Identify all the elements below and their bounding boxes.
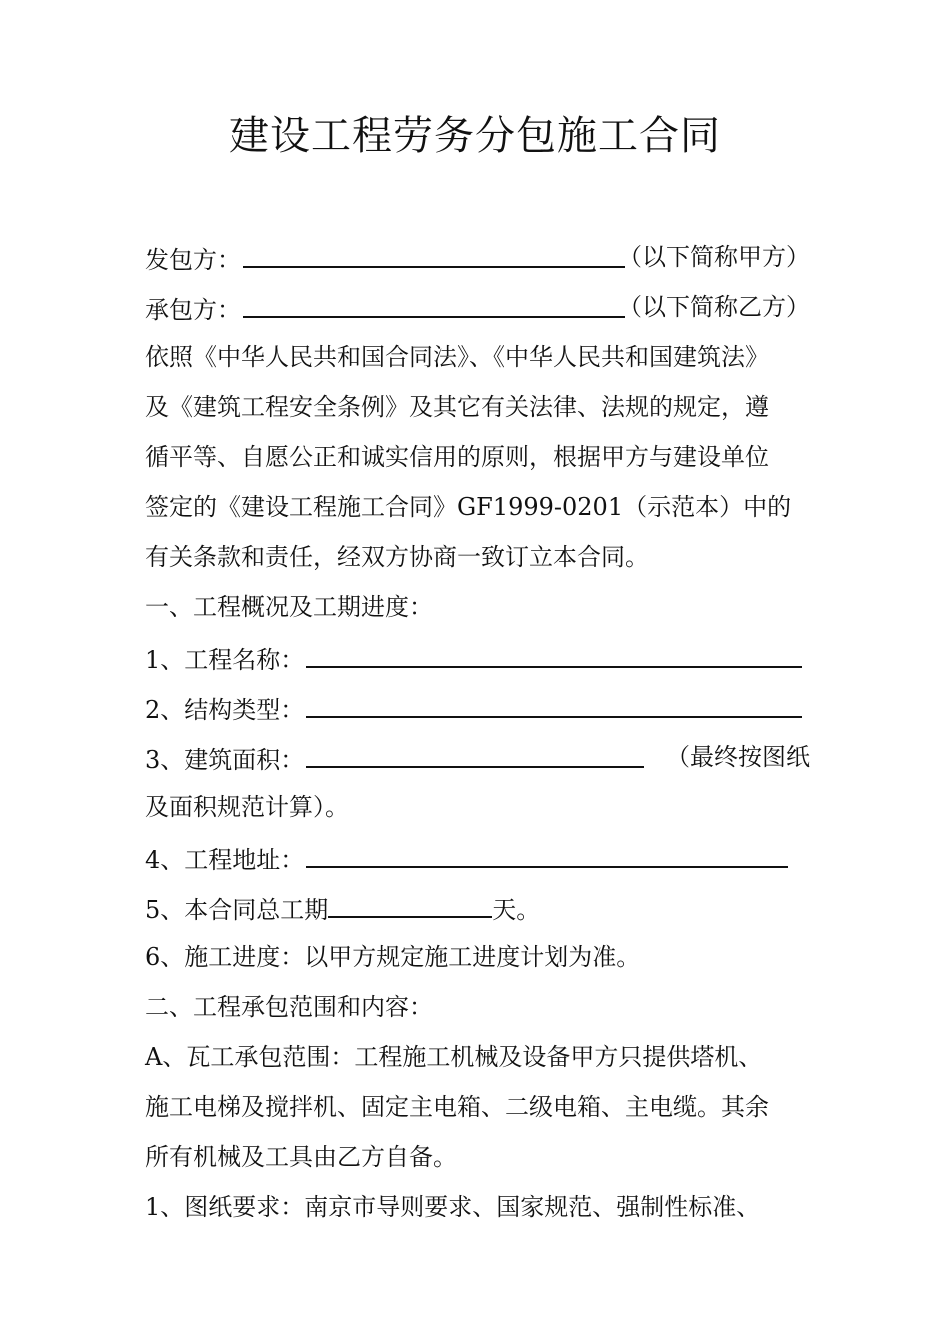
- preamble-line: 循平等、自愿公正和诚实信用的原则，根据甲方与建设单位: [145, 443, 769, 471]
- duration-line: [145, 890, 810, 927]
- drawing-requirements-line: 1、图纸要求：南京市导则要求、国家规范、强制性标准、: [145, 1193, 761, 1221]
- subcontractor-name-field[interactable]: [243, 290, 625, 318]
- contractor-note: （以下简称甲方）: [618, 243, 810, 271]
- subcontractor-line: [145, 290, 810, 327]
- building-area-line: [145, 740, 810, 777]
- building-area-note: （最终按图纸: [666, 743, 810, 771]
- project-address-field[interactable]: [306, 840, 788, 868]
- scope-a-line: 施工电梯及搅拌机、固定主电箱、二级电箱、主电缆。其余: [145, 1093, 769, 1121]
- subcontractor-note: （以下简称乙方）: [618, 293, 810, 321]
- contractor-label: 发包方：: [145, 246, 241, 274]
- scope-a-line: A、瓦工承包范围：工程施工机械及设备甲方只提供塔机、: [145, 1043, 763, 1071]
- scope-a-line: 所有机械及工具由乙方自备。: [145, 1143, 457, 1171]
- preamble-line: 及《建筑工程安全条例》及其它有关法律、法规的规定，遵: [145, 393, 769, 421]
- project-address-label: 4、工程地址：: [145, 846, 305, 874]
- duration-label: 5、本合同总工期: [145, 896, 329, 924]
- project-name-field[interactable]: [306, 640, 802, 668]
- duration-days-field[interactable]: [328, 890, 492, 918]
- section1-heading: 一、工程概况及工期进度：: [145, 593, 433, 621]
- section2-heading: 二、工程承包范围和内容：: [145, 993, 433, 1021]
- building-area-field[interactable]: [306, 740, 644, 768]
- preamble-line: 签定的《建设工程施工合同》GF1999-0201（示范本）中的: [145, 493, 792, 521]
- preamble-line: 有关条款和责任，经双方协商一致订立本合同。: [145, 543, 649, 571]
- subcontractor-label: 承包方：: [145, 296, 241, 324]
- project-name-line: [145, 640, 810, 677]
- structure-type-line: [145, 690, 810, 727]
- contractor-line: [145, 240, 810, 277]
- structure-type-label: 2、结构类型：: [145, 696, 305, 724]
- project-name-label: 1、工程名称：: [145, 646, 305, 674]
- building-area-continuation: 及面积规范计算）。: [145, 793, 349, 821]
- contractor-name-field[interactable]: [243, 240, 625, 268]
- document-title: 建设工程劳务分包施工合同: [229, 113, 721, 159]
- structure-type-field[interactable]: [306, 690, 802, 718]
- project-address-line: [145, 840, 810, 877]
- preamble-line: 依照《中华人民共和国合同法》、《中华人民共和国建筑法》: [145, 343, 769, 371]
- building-area-label: 3、建筑面积：: [145, 746, 305, 774]
- duration-unit: 天。: [492, 896, 541, 924]
- schedule-line: 6、施工进度：以甲方规定施工进度计划为准。: [145, 943, 641, 971]
